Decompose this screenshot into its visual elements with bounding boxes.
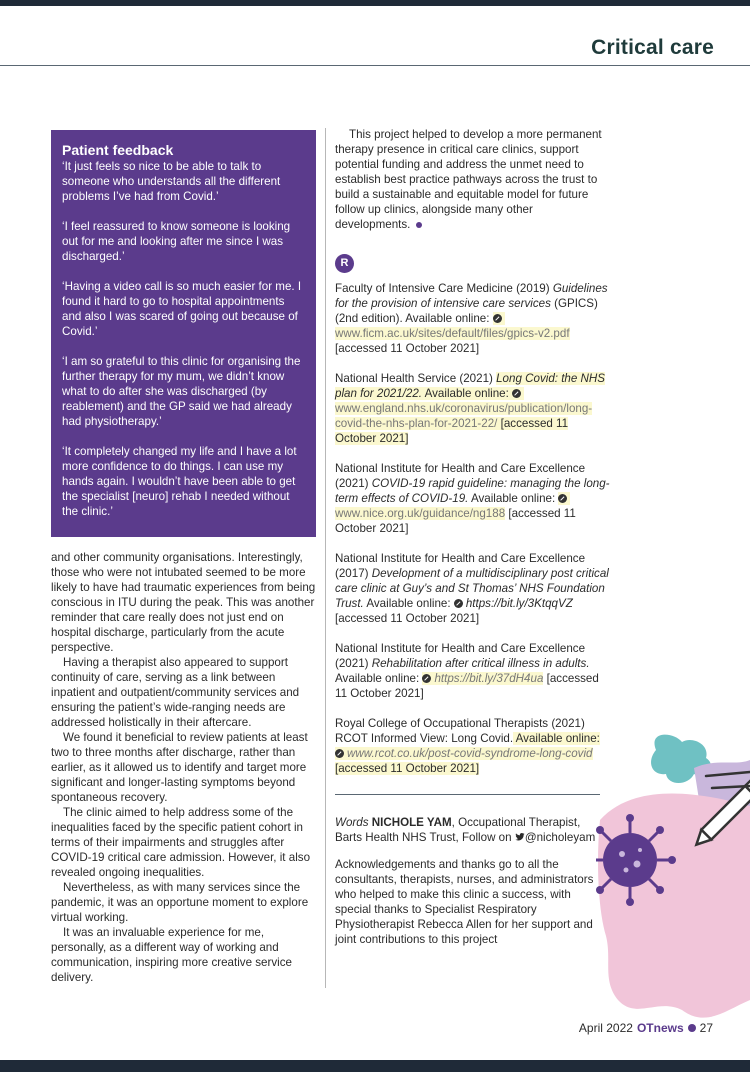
ref-title: Guidelines for the provision of intensive care services [335,282,608,310]
reference-item [335,641,610,701]
feedback-quote: ‘I am so grateful to this clinic for organising the further therapy for my mum, we didn’t know what to do after she was discharged (by reablement) and the GP said we had already had physiotherapy.’ [62,355,301,428]
ref-availability: Available online: [468,492,556,505]
ref-accessed: [accessed 11 October 2021] [335,612,480,625]
ref-title: Rehabilitation after critical illness in adults. [371,657,590,670]
page-number: 27 [699,1021,713,1035]
ref-title: Development of a multidisciplinary post critical care clinic at Guy’s and St Thomas’ NHS Foundation Trust. [335,567,609,610]
twitter-icon [515,832,525,842]
acknowledgements: Acknowledgements and thanks go to all the consultants, therapists, nurses, and administrators who helped to make this clinic a success, with special thanks to Specialist Respiratory Physiotherapist Rebecca Allen for her support and joint contributions to this project [335,858,594,946]
reference-item [335,281,610,356]
body-paragraph: The clinic aimed to help address some of the inequalities faced by the specific patient cohort in terms of their impairments and struggles after COVID-19 critical care admission. However, it also revealed ongoing inequalities. [51,806,311,879]
ref-accessed: [accessed 11 October 2021] [335,342,480,355]
footer-date: April 2022 [578,1021,633,1035]
intro-paragraph [335,127,610,232]
ref-author: Royal College of Occupational Therapists (2021) RCOT Informed View: Long Covid. [335,717,585,745]
section-title: Critical care [591,36,714,59]
link-icon [512,389,521,398]
body-paragraph: Having a therapist also appeared to support continuity of care, serving as a link between inpatient and outpatient/community services and ensuring the patient’s wide-ranging needs are addressed holistically in their aftercare. [51,656,300,729]
twitter-handle[interactable]: @nicholeyam [524,831,596,844]
ref-availability: Available online: [335,672,420,685]
ref-accessed: [accessed 11 October 2021] [335,417,569,445]
link-icon [335,749,344,758]
ref-availability: (GPICS) (2nd edition). Available online: [335,297,598,325]
ref-availability: Available online: [422,387,509,400]
footer-dot-icon [688,1024,696,1032]
ref-author: National Institute for Health and Care Excellence (2021) [335,642,586,670]
ref-availability: Available online: [363,597,451,610]
reference-item [335,551,610,626]
body-right-column [335,127,610,947]
header-rule [0,65,750,66]
ref-link[interactable]: https://bit.ly/3KtqqVZ [465,597,573,610]
body-paragraph: and other community organisations. Interestingly, those who were not intubated seemed to be more likely to have had traumatic experiences from being conscious in ITU during the peak. This was another reminder that care really does not just end on hospital discharge, particularly from the acute perspective. [51,551,316,654]
bottom-bar [0,1060,750,1072]
follow-label: Follow on [461,831,512,844]
body-paragraph: Nevertheless, as with many services since the pandemic, it was an opportune moment to explore virtual working. [51,881,309,924]
link-icon [454,599,463,608]
column-divider [325,128,326,988]
reference-item [335,461,610,536]
decorative-illustration [596,710,750,1030]
ref-author: Faculty of Intensive Care Medicine (2019) [335,282,553,295]
ref-author: National Institute for Health and Care Excellence (2021) [335,462,586,490]
references-badge: R [335,254,354,273]
link-icon [558,494,567,503]
body-left-column [51,550,319,985]
pink-blob-shape [598,794,750,1018]
ref-author: National Health Service (2021) [335,372,497,385]
body-paragraph: We found it beneficial to review patients at least two to three months after discharge, rather than earlier, as it allowed us to identify and target more significant and longer-lasting symptoms beyond spontaneous recovery. [51,731,308,804]
ref-author: National Institute for Health and Care Excellence (2017) [335,552,586,580]
credit-words-label: Words [335,816,369,829]
ref-link[interactable]: www.england.nhs.uk/coronavirus/publication/long-covid-the-nhs-plan-for-2021-22/ [335,402,593,430]
body-paragraph: It was an invaluable experience for me, personally, as a different way of working and communication, inspiring more creative service delivery. [51,926,292,984]
author-name: NICHOLE YAM [371,816,452,829]
author-role: , Occupational Therapist, Barts Health NHS Trust, [335,816,581,844]
link-icon [493,314,502,323]
feedback-title: Patient feedback [62,142,174,158]
end-bullet-icon [416,222,422,228]
feedback-quote: ‘It just feels so nice to be able to talk to someone who understands all the different problems I’ve had from Covid.’ [62,160,281,203]
ref-availability: Available online: [513,732,600,745]
reference-item [335,371,610,446]
ref-link[interactable]: www.rcot.co.uk/post-covid-syndrome-long-covid [347,747,593,760]
ref-accessed: [accessed 11 October 2021] [335,762,480,775]
ref-title: COVID-19 rapid guideline: managing the long-term effects of COVID-19. [335,477,610,505]
ref-accessed: [accessed 11 October 2021] [335,507,576,535]
feedback-quote: ‘It completely changed my life and I have a lot more confidence to do things. I can use my hands again. I wouldn’t have been able to get the specialist [neuro] rehab I needed without the clinic.’ [62,445,297,518]
feedback-quote: ‘Having a video call is so much easier for me. I found it hard to go to hospital appointments and also I was scared of going out because of Covid.’ [62,280,302,338]
intro-text: This project helped to develop a more permanent therapy presence in critical care clinics, support potential funding and address the unmet need to establish best practice pathways across the trust to build a sustainable and equitable model for future follow up clinics, alongside many other developments. [335,128,602,231]
ref-accessed: [accessed 11 October 2021] [335,672,599,700]
top-bar [0,0,750,6]
ref-link[interactable]: www.ficm.ac.uk/sites/default/files/gpics-v2.pdf [335,327,570,340]
ref-link[interactable]: www.nice.org.uk/guidance/ng188 [335,507,506,520]
references-rule [335,794,600,795]
feedback-quote: ‘I feel reassured to know someone is looking out for me and looking after me since I was discharged.’ [62,220,291,263]
patient-feedback-box [51,130,316,537]
page-footer [579,1021,713,1035]
reference-item [335,716,610,776]
link-icon [422,674,431,683]
author-credit [335,815,610,845]
footer-brand: OTnews [636,1021,684,1035]
ref-link[interactable]: https://bit.ly/37dH4ua [434,672,544,685]
ref-title: Long Covid: the NHS plan for 2021/22. [335,372,606,400]
